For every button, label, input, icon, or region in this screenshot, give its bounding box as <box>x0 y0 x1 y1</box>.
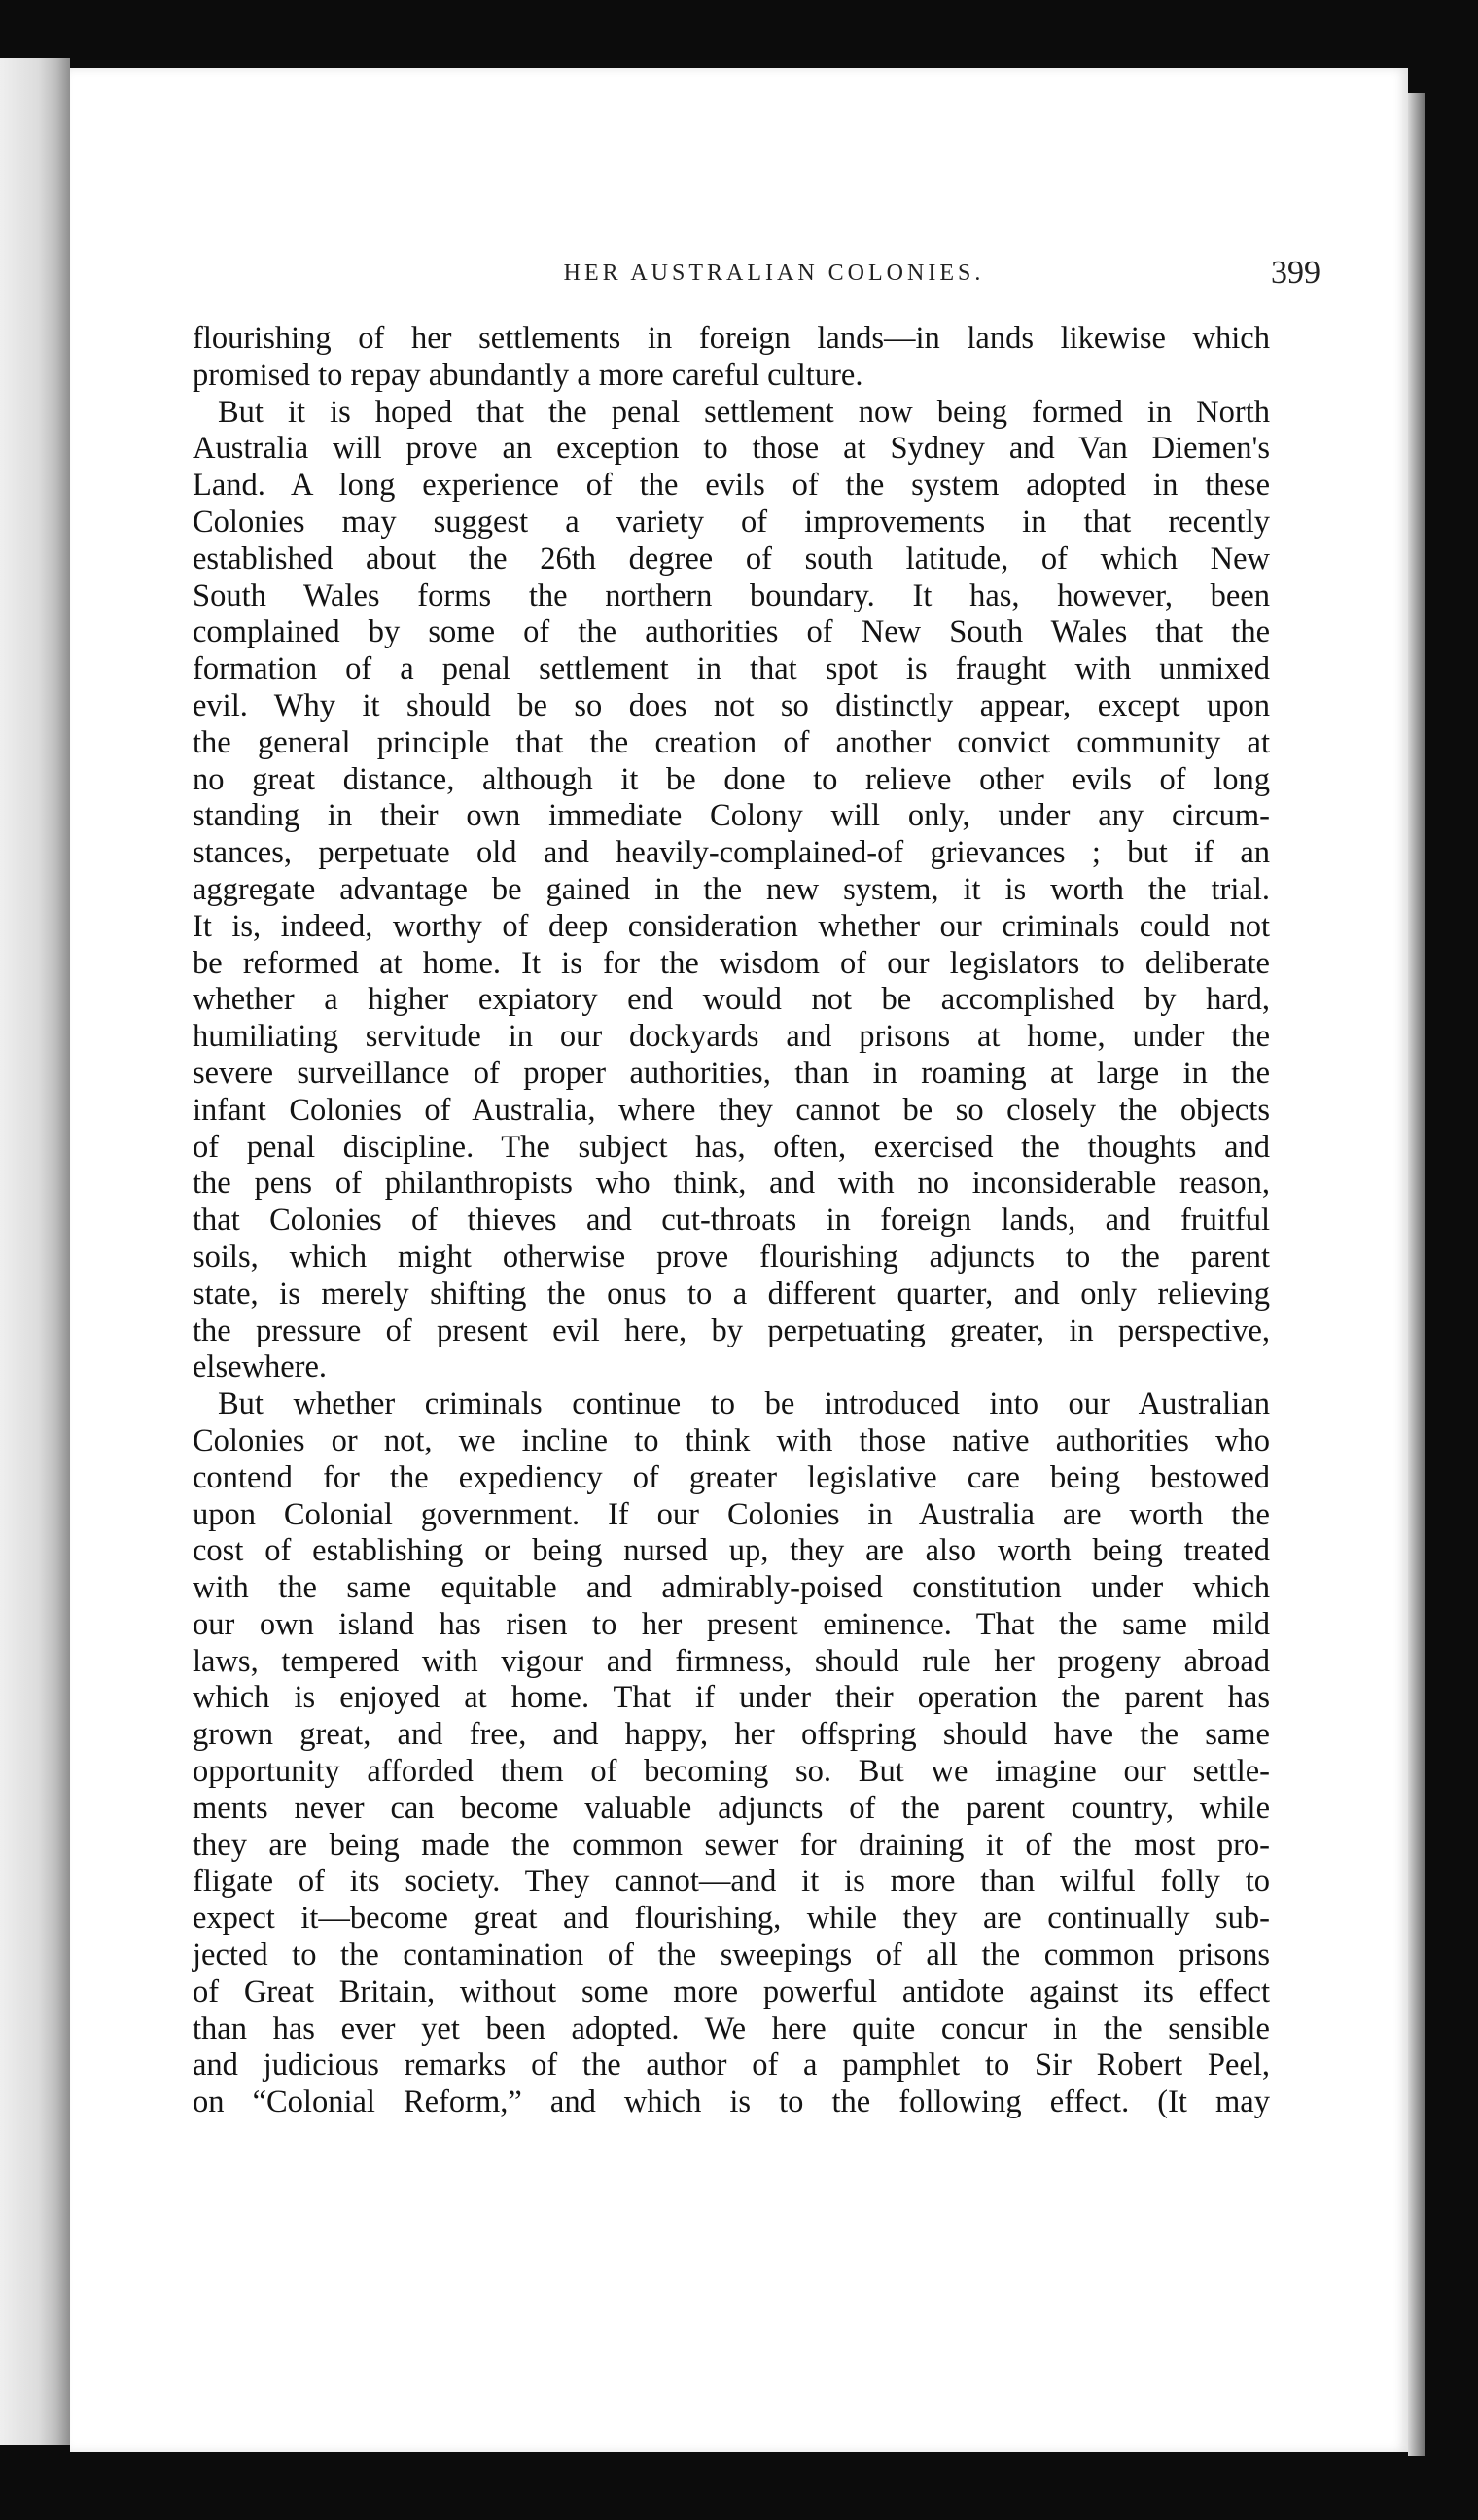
text-line: than has ever yet been adopted. We here quite concur in the sensible <box>193 2011 1270 2047</box>
text-line: humiliating servitude in our dockyards and prisons at home, under the <box>193 1019 1270 1055</box>
text-line: state, is merely shifting the onus to a different quarter, and only relieving <box>193 1276 1270 1312</box>
text-line: of penal discipline. The subject has, often, exercised the thoughts and <box>193 1129 1270 1165</box>
text-line: established about the 26th degree of south latitude, of which New <box>193 541 1270 577</box>
running-head: HER AUSTRALIAN COLONIES. <box>563 261 985 286</box>
body-text <box>193 321 1270 2121</box>
text-line: opportunity afforded them of becoming so. But we imagine our settle- <box>193 1754 1270 1790</box>
text-line: be reformed at home. It is for the wisdom of our legislators to deliberate <box>193 945 1270 981</box>
text-line: on “Colonial Reform,” and which is to the following effect. (It may <box>193 2084 1270 2120</box>
text-line: formation of a penal settlement in that spot is fraught with unmixed <box>193 651 1270 687</box>
text-line: the general principle that the creation of another convict community at <box>193 724 1270 760</box>
paragraph <box>193 1386 1270 2121</box>
text-line: fligate of its society. They cannot—and it is more than wilful folly to <box>193 1864 1270 1900</box>
text-line: laws, tempered with vigour and firmness, should rule her progeny abroad <box>193 1643 1270 1679</box>
text-line: Australia will prove an exception to those at Sydney and Van Diemen's <box>193 431 1270 467</box>
facing-page-edge <box>0 58 70 2445</box>
text-line: no great distance, although it be done to relieve other evils of long <box>193 761 1270 797</box>
text-line: complained by some of the authorities of New South Wales that the <box>193 614 1270 650</box>
text-line: Land. A long experience of the evils of the system adopted in these <box>193 468 1270 504</box>
text-line: aggregate advantage be gained in the new system, it is worth the trial. <box>193 871 1270 907</box>
text-line: they are being made the common sewer for draining it of the most pro- <box>193 1827 1270 1863</box>
text-line: It is, indeed, worthy of deep consideration whether our criminals could not <box>193 908 1270 944</box>
paragraph <box>193 321 1270 395</box>
text-line: Colonies may suggest a variety of improvements in that recently <box>193 504 1270 540</box>
text-line: But it is hoped that the penal settlement now being formed in North <box>218 394 1270 430</box>
text-line: promised to repay abundantly a more careful culture. <box>193 357 863 393</box>
page-edge-shadow <box>1408 93 1425 2456</box>
page-number: 399 <box>1271 255 1320 291</box>
text-line: the pens of philanthropists who think, and with no inconsiderable reason, <box>193 1166 1270 1202</box>
text-line: South Wales forms the northern boundary. It has, however, been <box>193 578 1270 613</box>
text-line: soils, which might otherwise prove flourishing adjuncts to the parent <box>193 1239 1270 1275</box>
text-line: elsewhere. <box>193 1349 328 1385</box>
text-line: standing in their own immediate Colony will only, under any circum- <box>193 798 1270 834</box>
text-line: cost of establishing or being nursed up, they are also worth being treated <box>193 1533 1270 1569</box>
text-line: upon Colonial government. If our Colonies in Australia are worth the <box>193 1496 1270 1532</box>
text-line: grown great, and free, and happy, her offspring should have the same <box>193 1717 1270 1753</box>
text-line: flourishing of her settlements in foreign lands—in lands likewise which <box>193 321 1270 356</box>
text-line: the pressure of present evil here, by perpetuating greater, in perspective, <box>193 1312 1270 1348</box>
text-line: jected to the contamination of the sweepings of all the common prisons <box>193 1938 1270 1974</box>
text-line: with the same equitable and admirably-poised constitution under which <box>193 1570 1270 1606</box>
text-line: Colonies or not, we incline to think with those native authorities who <box>193 1422 1270 1458</box>
text-line: stances, perpetuate old and heavily-complained-of grievances ; but if an <box>193 835 1270 871</box>
text-line: evil. Why it should be so does not so distinctly appear, except upon <box>193 687 1270 723</box>
text-line: which is enjoyed at home. That if under their operation the parent has <box>193 1680 1270 1716</box>
text-line: of Great Britain, without some more powerful antidote against its effect <box>193 1974 1270 2010</box>
paragraph <box>193 395 1270 1387</box>
text-line: But whether criminals continue to be introduced into our Australian <box>218 1386 1270 1422</box>
text-line: that Colonies of thieves and cut-throats in foreign lands, and fruitful <box>193 1203 1270 1239</box>
text-line: and judicious remarks of the author of a pamphlet to Sir Robert Peel, <box>193 2048 1270 2083</box>
text-line: ments never can become valuable adjuncts of the parent country, while <box>193 1790 1270 1826</box>
text-line: infant Colonies of Australia, where they cannot be so closely the objects <box>193 1092 1270 1128</box>
text-line: whether a higher expiatory end would not be accomplished by hard, <box>193 982 1270 1018</box>
text-line: contend for the expediency of greater legislative care being bestowed <box>193 1459 1270 1495</box>
text-line: expect it—become great and flourishing, while they are continually sub- <box>193 1901 1270 1937</box>
text-line: severe surveillance of proper authorities, than in roaming at large in the <box>193 1055 1270 1091</box>
text-line: our own island has risen to her present eminence. That the same mild <box>193 1606 1270 1642</box>
